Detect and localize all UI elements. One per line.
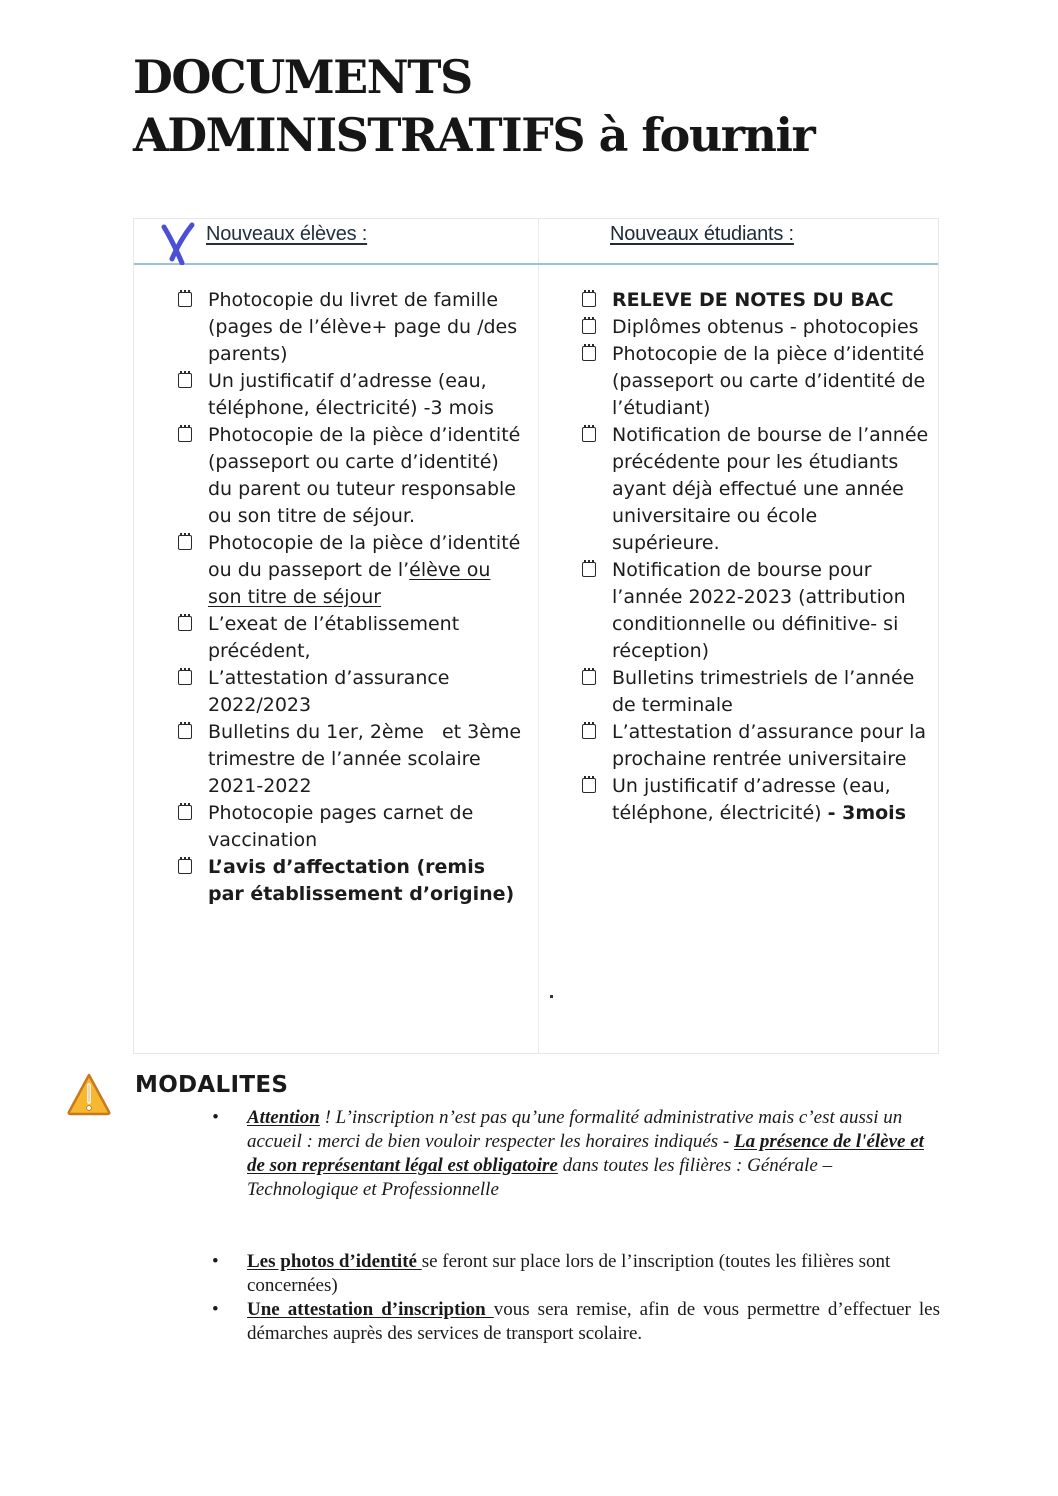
bullet-text: dans toutes les filières : Générale – Technologique et Professionnelle — [247, 1155, 833, 1200]
item-text: Un justificatif d’adresse (eau, téléphone, électricité) — [612, 775, 891, 824]
checklist-item — [580, 314, 930, 341]
bullet-text: se feront sur place lors de l’inscription (toutes les filières sont concernées) — [247, 1251, 891, 1296]
modalites-bullet — [210, 1298, 940, 1346]
item-text: L’exeat de l’établissement précédent, — [208, 613, 460, 662]
item-text: Bulletins trimestriels de l’année de terminale — [612, 667, 915, 716]
checklist-item — [580, 422, 930, 557]
page-title: DOCUMENTS ADMINISTRATIFS à fournir — [133, 50, 815, 162]
item-text: Photocopie du livret de famille (pages de l’élève+ page du /des parents) — [208, 289, 518, 365]
checkbox[interactable] — [582, 778, 596, 793]
checklist-item — [580, 665, 930, 719]
checkbox[interactable] — [178, 616, 192, 631]
checklist-item — [580, 719, 930, 773]
checkbox[interactable] — [582, 562, 596, 577]
checkbox[interactable] — [178, 724, 192, 739]
checkbox[interactable] — [582, 319, 596, 334]
documents-table — [133, 218, 939, 1054]
checklist-item — [580, 773, 930, 827]
checklist-item — [176, 368, 526, 422]
item-text: Notification de bourse de l’année précédente pour les étudiants ayant déjà effectué une année universitaire ou école supérieure. — [612, 424, 929, 554]
new-pupils-checklist — [176, 287, 526, 908]
item-text: L’attestation d’assurance pour la prochaine rentrée universitaire — [612, 721, 927, 770]
checkbox[interactable] — [178, 292, 192, 307]
checklist-item — [176, 800, 526, 854]
column-heading-new-pupils: Nouveaux élèves : — [206, 223, 368, 245]
checkbox[interactable] — [178, 805, 192, 820]
column-divider — [538, 219, 539, 1053]
item-text-underlined: élève ou son titre de séjour — [208, 559, 491, 608]
checkbox[interactable] — [178, 670, 192, 685]
warning-icon — [66, 1072, 112, 1116]
modalites-list — [210, 1106, 940, 1346]
new-students-checklist — [580, 287, 930, 827]
checklist-item — [176, 665, 526, 719]
item-text: L’attestation d’assurance 2022/2023 — [208, 667, 450, 716]
bullet-lead: Une attestation d’inscription — [247, 1299, 494, 1320]
scan-speck — [550, 995, 553, 998]
checkbox[interactable] — [178, 859, 192, 874]
item-text: RELEVE DE NOTES DU BAC — [612, 289, 894, 311]
modalites-heading: MODALITES — [135, 1072, 289, 1098]
checklist-item — [176, 719, 526, 800]
item-text: Photocopie pages carnet de vaccination — [208, 802, 474, 851]
checklist-item — [580, 341, 930, 422]
checklist-item — [176, 422, 526, 530]
item-text: Notification de bourse pour l’année 2022-2023 (attribution conditionnelle ou définitive- si réception) — [612, 559, 906, 662]
item-text: Photocopie de la pièce d’identité ou du passeport de l’ — [208, 532, 521, 581]
checkbox[interactable] — [582, 292, 596, 307]
modalites-bullet — [210, 1106, 940, 1202]
checkbox[interactable] — [178, 535, 192, 550]
checklist-item — [580, 287, 930, 314]
checklist-item — [176, 611, 526, 665]
bullet-emphasis: La présence de l'élève et de son représentant légal est obligatoire — [247, 1131, 924, 1176]
item-text: Un justificatif d’adresse (eau, téléphone, électricité) -3 mois — [208, 370, 494, 419]
header-rule — [134, 263, 938, 265]
checklist-item — [176, 854, 526, 908]
bullet-lead: Attention — [247, 1107, 320, 1128]
checkbox[interactable] — [178, 373, 192, 388]
bullet-lead: Les photos d’identité — [247, 1251, 422, 1272]
checklist-item — [176, 530, 526, 611]
item-text: Photocopie de la pièce d’identité (passeport ou carte d’identité) du parent ou tuteur responsable ou son titre de séjour. — [208, 424, 521, 527]
checkbox[interactable] — [582, 427, 596, 442]
column-heading-new-students: Nouveaux étudiants : — [610, 223, 794, 245]
bullet-text: vous sera remise, afin de vous permettre d’effectuer les démarches auprès des services de transport scolaire. — [247, 1299, 940, 1344]
checkbox[interactable] — [582, 346, 596, 361]
checkbox[interactable] — [582, 724, 596, 739]
checkbox[interactable] — [178, 427, 192, 442]
x-mark-icon — [160, 219, 196, 265]
item-text: Photocopie de la pièce d’identité (passeport ou carte d’identité de l’étudiant) — [612, 343, 926, 419]
item-text: L’avis d’affectation (remis par établissement d’origine) — [208, 856, 515, 905]
item-text: Bulletins du 1er, 2ème et 3ème trimestre de l’année scolaire 2021-2022 — [208, 721, 528, 797]
item-text-bold: - 3mois — [827, 802, 907, 824]
bullet-text: ! L’inscription n’est pas qu’une formalité administrative mais c’est aussi un accueil : merci de bien vouloir respecter les horaires indiqués - — [247, 1107, 903, 1152]
checkbox[interactable] — [582, 670, 596, 685]
checklist-item — [176, 287, 526, 368]
checklist-item — [580, 557, 930, 665]
modalites-bullet — [210, 1250, 940, 1298]
item-text: Diplômes obtenus - photocopies — [612, 316, 919, 338]
